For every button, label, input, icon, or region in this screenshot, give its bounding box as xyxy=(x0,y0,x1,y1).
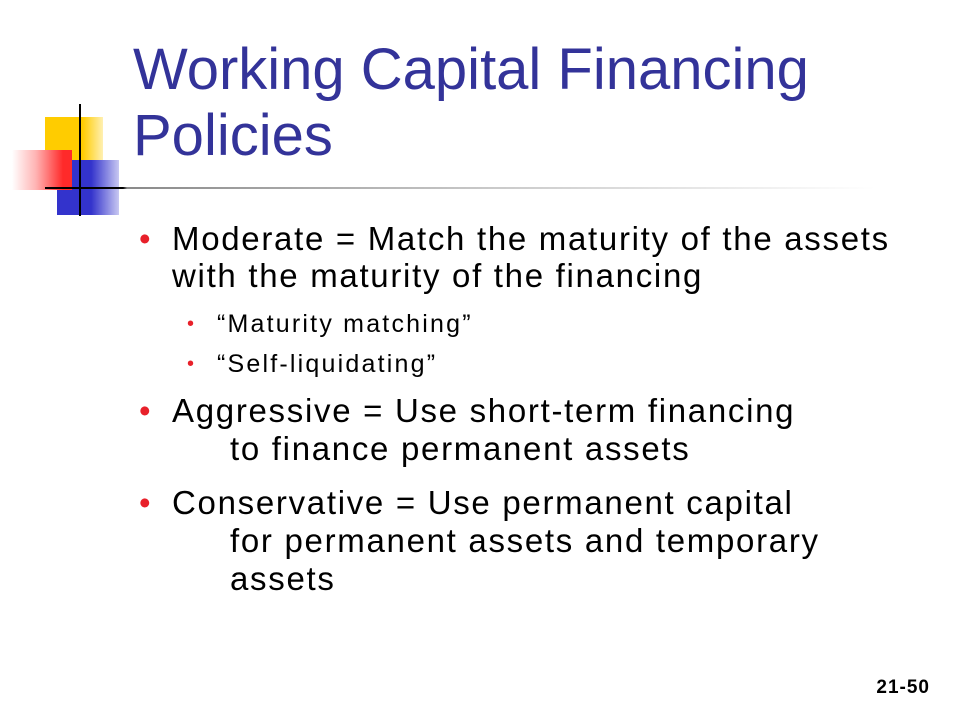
sub-bullet-marker: • xyxy=(187,313,195,335)
bullet-text: to finance permanent assets xyxy=(230,430,691,467)
sub-bullet-marker: • xyxy=(187,353,195,375)
ornament-vertical-line xyxy=(79,104,81,216)
bullet-text: Conservative = Use permanent capital xyxy=(172,484,794,521)
ornament-red-square xyxy=(12,150,72,190)
sub-bullet-text: “Self-liquidating” xyxy=(217,350,438,378)
slide-title: Working Capital Financing Policies xyxy=(133,37,809,168)
bullet-marker: • xyxy=(139,220,151,257)
corner-ornament xyxy=(0,0,130,230)
bullet-continuation-line xyxy=(172,257,703,295)
sub-bullet-item xyxy=(187,309,473,339)
sub-bullet-text: “Maturity matching” xyxy=(217,310,473,338)
bullet-continuation-line xyxy=(230,430,690,468)
bullet-text: with the maturity of the financing xyxy=(172,257,704,294)
bullet-line xyxy=(139,220,890,258)
bullet-text: for permanent assets and temporary xyxy=(230,522,820,559)
bullet-continuation-line xyxy=(230,522,820,560)
bullet-text: assets xyxy=(230,560,336,597)
sub-bullet-item xyxy=(187,349,438,379)
bullet-line xyxy=(139,484,794,522)
bullet-marker: • xyxy=(139,392,151,429)
title-underline xyxy=(45,187,875,189)
slide-number: 21-50 xyxy=(876,677,930,698)
bullet-line xyxy=(139,392,796,430)
bullet-marker: • xyxy=(139,484,151,521)
bullet-text: Aggressive = Use short-term financing xyxy=(172,392,796,429)
bullet-continuation-line xyxy=(230,560,336,598)
bullet-text: Moderate = Match the maturity of the assets xyxy=(172,220,890,257)
